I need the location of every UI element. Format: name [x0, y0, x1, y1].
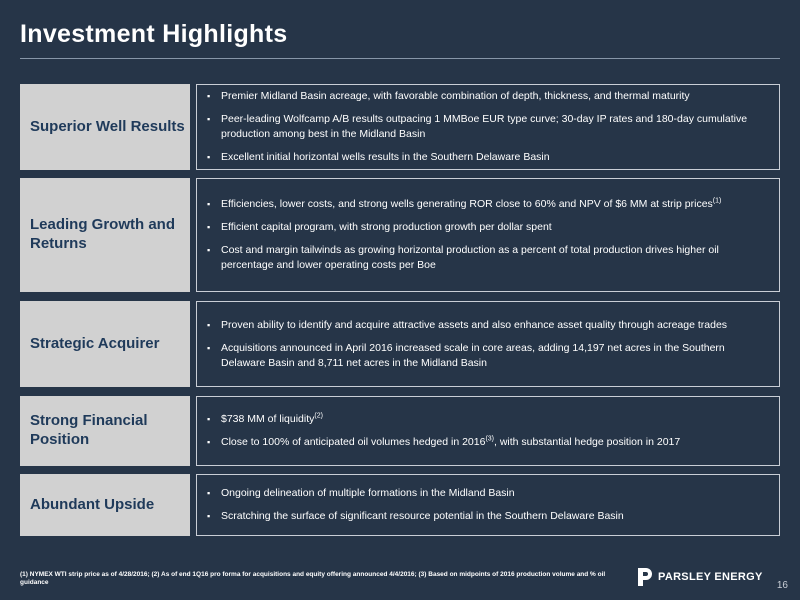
page-number: 16: [776, 580, 788, 591]
parsley-logo-icon: [636, 566, 654, 588]
row-content: [196, 396, 780, 466]
page-title: Investment Highlights: [20, 20, 288, 48]
bullet-item: ▪ Peer-leading Wolfcamp A/B results outpacing 1 MMBoe EUR type curve; 30-day IP rates and 180-day cumulative production among best in the Midland Basin: [207, 112, 769, 142]
highlight-row-strong-financial-position: [20, 396, 780, 466]
footnote-ref: (3): [485, 435, 494, 443]
highlight-row-strategic-acquirer: [20, 301, 780, 387]
row-label: Superior Well Results: [20, 84, 190, 170]
bullet-item: ▪ Premier Midland Basin acreage, with favorable combination of depth, thickness, and thermal maturity: [207, 89, 769, 104]
row-label: Abundant Upside: [20, 474, 190, 536]
row-label: Strong Financial Position: [20, 396, 190, 466]
bullet-item: ▪ Efficient capital program, with strong production growth per dollar spent: [207, 220, 769, 235]
title-divider: [20, 58, 780, 59]
highlight-row-leading-growth: [20, 178, 780, 292]
bullet-item: ▪ Efficiencies, lower costs, and strong wells generating ROR close to 60% and NPV of $6 MM at strip prices$^{(1)}$: [207, 197, 769, 212]
bullet-item: ▪ Close to 100% of anticipated oil volumes hedged in 2016$^{(3)}$, with substantial hedge position in 2017: [207, 435, 769, 450]
bullet-item: ▪ $738 MM of liquidity$^{(2)}$: [207, 412, 769, 427]
footnote: (1) NYMEX WTI strip price as of 4/28/2016; (2) As of end 1Q16 pro forma for acquisitions and equity offering announced 4/4/2016; (3) Based on midpoints of 2016 production volume and % oil guidance: [20, 571, 606, 586]
bullet-item: ▪ Proven ability to identify and acquire attractive assets and also enhance asset quality through acreage trades: [207, 318, 769, 333]
row-content: [196, 301, 780, 387]
row-label: Strategic Acquirer: [20, 301, 190, 387]
row-content: [196, 84, 780, 170]
bullet-item: ▪ Acquisitions announced in April 2016 increased scale in core areas, adding 14,197 net acres in the Southern Delaware Basin and 8,711 net acres in the Midland Basin: [207, 341, 769, 371]
logo-text: PARSLEY ENERGY: [658, 571, 763, 583]
company-logo: [636, 566, 763, 588]
row-content: [196, 178, 780, 292]
bullet-item: ▪ Scratching the surface of significant resource potential in the Southern Delaware Basin: [207, 509, 769, 524]
footnote-ref: (1): [712, 197, 722, 205]
bullet-item: ▪ Excellent initial horizontal wells results in the Southern Delaware Basin: [207, 150, 769, 165]
row-label: Leading Growth and Returns: [20, 178, 190, 292]
bullet-item: ▪ Cost and margin tailwinds as growing horizontal production as a percent of total production drives higher oil percentage and lower operating costs per Boe: [207, 243, 769, 273]
highlight-row-abundant-upside: [20, 474, 780, 536]
bullet-item: ▪ Ongoing delineation of multiple formations in the Midland Basin: [207, 486, 769, 501]
highlight-row-superior-well-results: [20, 84, 780, 170]
row-content: [196, 474, 780, 536]
footnote-ref: (2): [314, 412, 323, 420]
